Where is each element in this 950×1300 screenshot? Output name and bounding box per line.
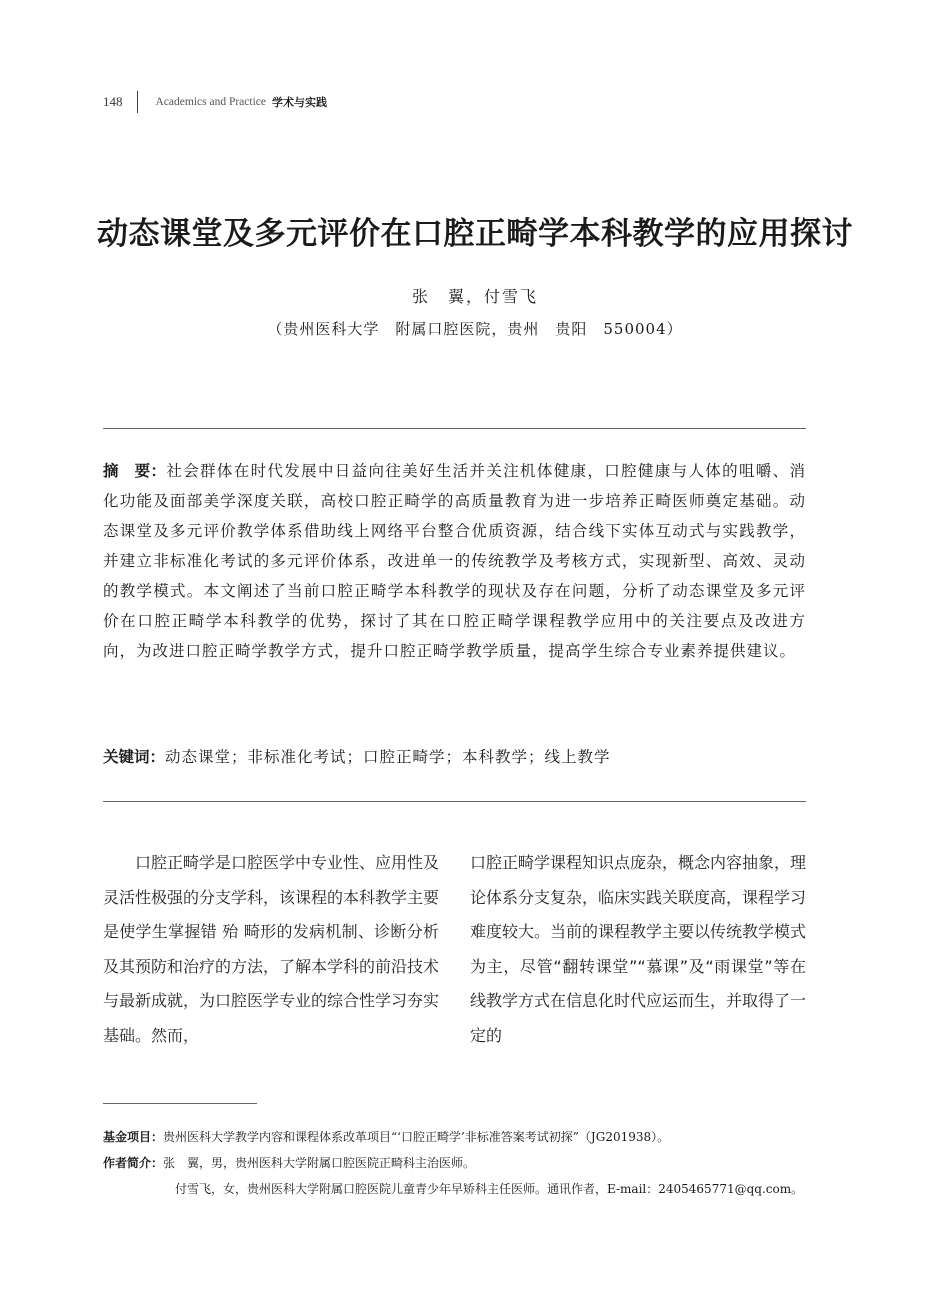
author1-text: 张 翼，男，贵州医科大学附属口腔医院正畸科主治医师。 bbox=[163, 1156, 476, 1170]
header-divider bbox=[137, 91, 138, 113]
fund-note bbox=[103, 1124, 823, 1150]
footnotes bbox=[103, 1124, 823, 1202]
authors: 张 翼，付雪飞 bbox=[411, 287, 538, 306]
journal-name-en: Academics and Practice bbox=[155, 96, 266, 108]
author2-text: 付雪飞，女，贵州医科大学附属口腔医院儿童青少年早矫科主任医师。通讯作者，E-mail：2405465771@qq.com。 bbox=[175, 1182, 804, 1196]
keywords-text: 动态课堂；非标准化考试；口腔正畸学；本科教学；线上教学 bbox=[165, 748, 611, 766]
keywords bbox=[103, 742, 806, 772]
author-note bbox=[103, 1150, 823, 1176]
author-label: 作者简介： bbox=[103, 1156, 164, 1170]
body-left-column: 口腔正畸学是口腔医学中专业性、应用性及灵活性极强的分支学科，该课程的本科教学主要是使学生掌握错 殆 畸形的发病机制、诊断分析及其预防和治疗的方法，了解本学科的前沿技术与最新成就，为口腔医学专业的综合性学习夯实基础。然而， bbox=[103, 853, 440, 1045]
abstract-top-rule bbox=[103, 428, 806, 429]
running-header bbox=[103, 91, 327, 113]
page-number: 148 bbox=[103, 94, 123, 109]
keywords-label: 关键词： bbox=[103, 748, 166, 766]
abstract-label: 摘 要： bbox=[103, 462, 167, 480]
author2-note bbox=[103, 1176, 823, 1202]
fund-text: 贵州医科大学教学内容和课程体系改革项目“‘口腔正畸学’非标准答案考试初探”（JG201938）。 bbox=[163, 1130, 670, 1144]
abstract bbox=[103, 456, 806, 666]
footnote-rule bbox=[103, 1103, 257, 1104]
paper-title: 动态课堂及多元评价在口腔正畸学本科教学的应用探讨 bbox=[97, 216, 853, 252]
journal-name-cn: 学术与实践 bbox=[271, 96, 327, 109]
abstract-text: 社会群体在时代发展中日益向往美好生活并关注机体健康，口腔健康与人体的咀嚼、消化功能及面部美学深度关联，高校口腔正畸学的高质量教育为进一步培养正畸医师奠定基础。动态课堂及多元评价教学体系借助线上网络平台整合优质资源，结合线下实体互动式与实践教学，并建立非标准化考试的多元评价体系，改进单一的传统教学及考核方式，实现新型、高效、灵动的教学模式。本文阐述了当前口腔正畸学本科教学的现状及存在问题，分析了动态课堂及多元评价在口腔正畸学本科教学的优势，探讨了其在口腔正畸学课程教学应用中的关注要点及改进方向，为改进口腔正畸学教学方式，提升口腔正畸学教学质量，提高学生综合专业素养提供建议。 bbox=[103, 462, 806, 660]
abstract-bottom-rule bbox=[103, 801, 806, 802]
affiliation: （贵州医科大学 附属口腔医院，贵州 贵阳 550004） bbox=[267, 320, 683, 338]
body-right-column: 口腔正畸学课程知识点庞杂，概念内容抽象，理论体系分支复杂，临床实践关联度高，课程学习难度较大。当前的课程教学主要以传统教学模式为主，尽管“翻转课堂”“慕课”及“雨课堂”等在线教学方式在信息化时代应运而生，并取得了一定的 bbox=[470, 853, 807, 1045]
fund-label: 基金项目： bbox=[103, 1130, 164, 1144]
